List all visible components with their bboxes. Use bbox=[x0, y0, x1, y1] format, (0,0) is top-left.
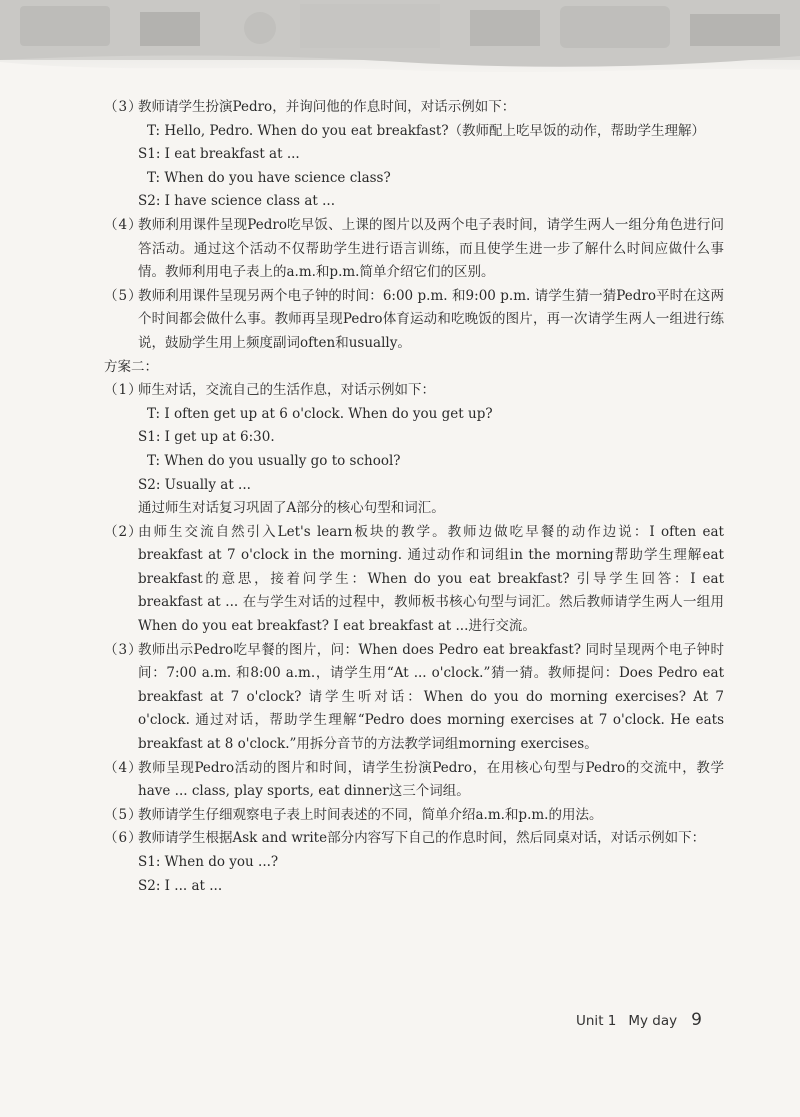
list-item bbox=[104, 804, 724, 828]
item-number: （4） bbox=[104, 759, 143, 776]
item-number: （3） bbox=[104, 99, 143, 115]
page-footer bbox=[576, 1010, 702, 1030]
list-item bbox=[104, 96, 724, 120]
item-text: 教师利用课件呈现Pedro吃早饭、上课的图片以及两个电子表时间，请学生两人一组分角色进行问答活动。通过这个活动不仅帮助学生进行语言训练，而且使学生进一步了解什么时间应做什么事情。教师利用电子表上的a.m.和p.m.简单介绍它们的区别。 bbox=[138, 216, 724, 281]
item-number: （1） bbox=[104, 382, 143, 399]
footer-title: My day bbox=[628, 1013, 678, 1029]
item-text: 教师出示Pedro吃早餐的图片，问：When does Pedro eat breakfast? 同时呈现两个电子钟时间：7:00 a.m. 和8:00 a.m.，请学生用“At ... o'clock.”猜一猜。教师提问：Does Pedro eat breakfast at 7 o'clock? 请学生听对话：When do you do morning exercises? At 7 o'clock. 通过对话，帮助学生理解“Pedro does morning exercises at 7 o'clock. He eats breakfast at 8 o'clock.”用拆分音节的方法教学词组morning exercises。 bbox=[138, 641, 724, 753]
item-text: 教师利用课件呈现另两个电子钟的时间：6:00 p.m. 和9:00 p.m. 请学生猜一猜Pedro平时在这两个时间都会做什么事。教师再呈现Pedro体育运动和吃晚饭的图片，再一次请学生两人一组进行练说，鼓励学生用上频度副词often和usually。 bbox=[138, 287, 724, 351]
dialog-line: S1: I eat breakfast at ... bbox=[138, 146, 300, 163]
list-item bbox=[104, 757, 724, 804]
page-number: 9 bbox=[691, 1010, 702, 1030]
item-number: （2） bbox=[104, 523, 143, 540]
list-item bbox=[104, 214, 724, 285]
item-number: （3） bbox=[104, 641, 143, 658]
dialog-line: T: Hello, Pedro. When do you eat breakfast?（教师配上吃早饭的动作，帮助学生理解） bbox=[147, 122, 706, 139]
item-number: （5） bbox=[104, 287, 143, 304]
item-text: 教师呈现Pedro活动的图片和时间，请学生扮演Pedro，在用核心句型与Pedro的交流中，教学have ... class, play sports, eat dinner这三个词组。 bbox=[138, 759, 724, 800]
item-number: （4） bbox=[104, 216, 143, 233]
list-item bbox=[104, 379, 724, 403]
dialog-line: S2: I ... at ... bbox=[138, 877, 223, 894]
list-item bbox=[104, 285, 724, 356]
item-text: 由师生交流自然引入Let's learn板块的教学。教师边做吃早餐的动作边说：I often eat breakfast at 7 o'clock in the morning. 通过动作和词组in the morning帮助学生理解eat breakfast的意思，接着问学生：When do you eat breakfast? 引导学生回答：I eat breakfast at ... 在与学生对话的过程中，教师板书核心句型与词汇。然后教师请学生两人一组用When do you eat breakfast? I eat breakfast at ...进行交流。 bbox=[138, 523, 724, 635]
section-heading: 方案二： bbox=[104, 358, 158, 375]
item-text: 师生对话，交流自己的生活作息，对话示例如下： bbox=[138, 382, 435, 399]
list-item bbox=[104, 639, 724, 757]
item-text: 教师请学生仔细观察电子表上时间表述的不同，简单介绍a.m.和p.m.的用法。 bbox=[138, 806, 603, 823]
page-content bbox=[104, 96, 724, 898]
item-text: 教师请学生根据Ask and write部分内容写下自己的作息时间，然后同桌对话，对话示例如下： bbox=[138, 830, 706, 847]
list-item bbox=[104, 521, 724, 639]
banner-artwork bbox=[0, 0, 800, 78]
summary-line: 通过师生对话复习巩固了A部分的核心句型和词汇。 bbox=[138, 500, 445, 517]
dialog-line: T: When do you usually go to school? bbox=[147, 452, 401, 469]
dialog-line: S2: I have science class at ... bbox=[138, 193, 335, 210]
item-text: 教师请学生扮演Pedro，并询问他的作息时间，对话示例如下： bbox=[138, 99, 516, 115]
dialog-line: T: I often get up at 6 o'clock. When do you get up? bbox=[147, 405, 493, 422]
dialog-line: S1: I get up at 6:30. bbox=[138, 429, 275, 446]
item-number: （6） bbox=[104, 830, 143, 847]
footer-unit: Unit 1 bbox=[576, 1013, 617, 1029]
dialog-line: S2: Usually at ... bbox=[138, 476, 251, 493]
dialog-line: T: When do you have science class? bbox=[147, 169, 391, 186]
header-banner-illustration bbox=[0, 0, 800, 78]
item-number: （5） bbox=[104, 806, 143, 823]
dialog-line: S1: When do you ...? bbox=[138, 854, 279, 870]
list-item bbox=[104, 827, 724, 851]
